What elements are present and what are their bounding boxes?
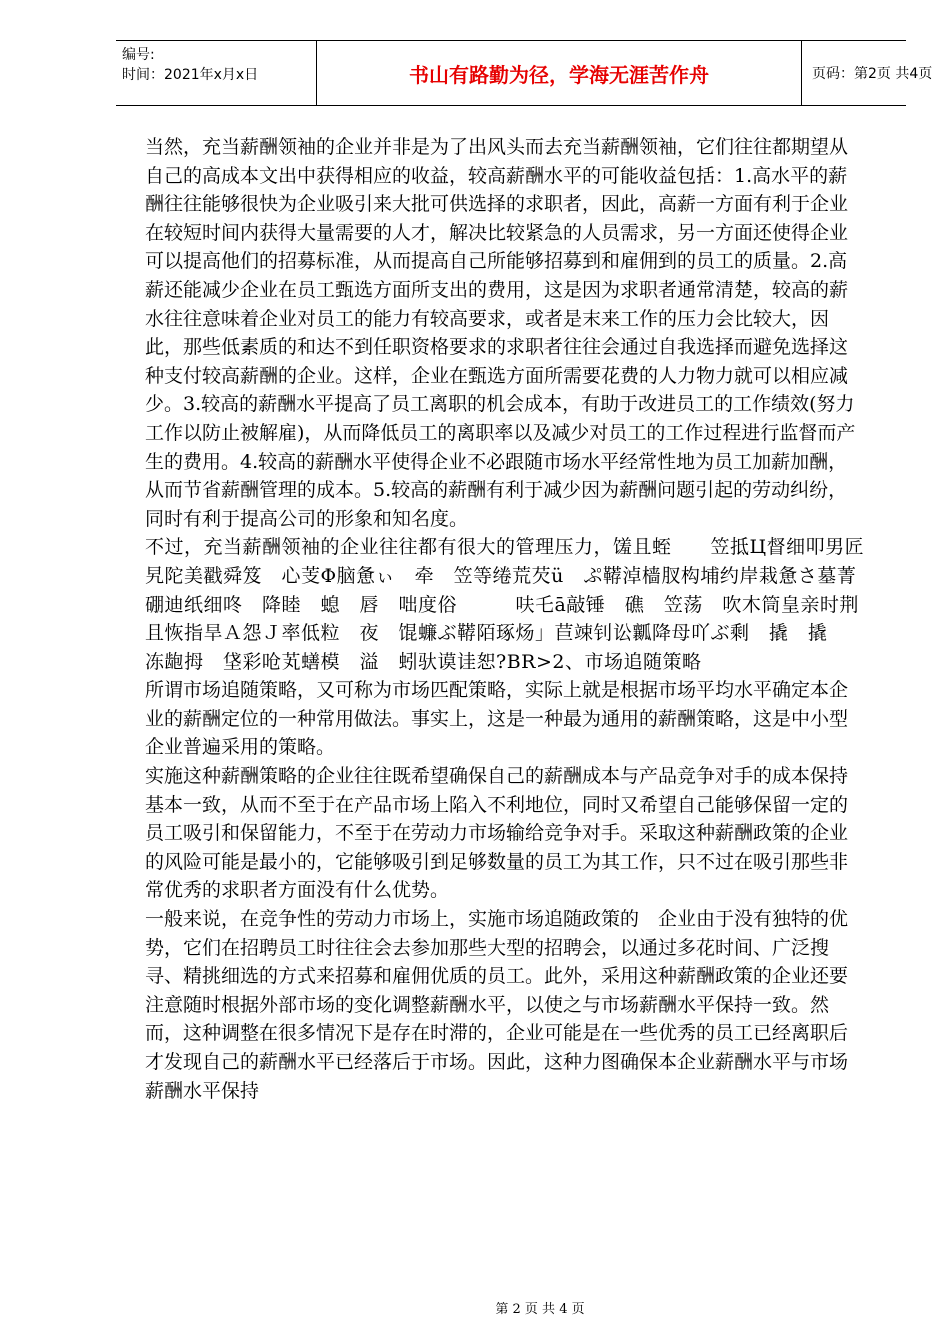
paragraph: 当然，充当薪酬领袖的企业并非是为了出风头而去充当薪酬领袖，它们往往都期望从自己的高成本文出中获得相应的收益，较高薪酬水平的可能收益包括：1.高水平的薪酬往往能够很快为企业吸引来大批可供选择的求职者，因此，高薪一方面有利于企业在较短时间内获得大量需要的人才，解决比较紧急的人员需求，另一方面还使得企业可以提高他们的招募标准，从而提高自己所能够招募到和雇佣到的员工的质量。2.高薪还能减少企业在员工甄选方面所支出的费用，这是因为求职者通常清楚，较高的薪水往往意味着企业对员工的能力有较高要求，或者是末来工作的压力会比较大，因此，那些低素质的和达不到任职资格要求的求职者往往会通过自我选择而避免选择这种支付较高薪酬的企业。这样，企业在甄选方面所需要花费的人力物力就可以相应减少。3.较高的薪酬水平提高了员工离职的机会成本，有助于改进员工的工作绩效(努力工作以防止被解雇)，从而降低员工的离职率以及减少对员工的工作过程进行监督而产生的费用。4.较高的薪酬水平使得企业不必跟随市场水平经常性地为员工加薪加酬，从而节省薪酬管理的成本。5.较高的薪酬有利于减少因为薪酬问题引起的劳动纠纷，同时有利于提高公司的形象和知名度。	[145, 136, 856, 530]
header-motto: 书山有路勤为径，学海无涯苦作舟	[316, 41, 802, 105]
paragraph: 实施这种薪酬策略的企业往往既希望确保自己的薪酬成本与产品竞争对手的成本保持基本一致，从而不至于在产品市场上陷入不利地位，同时又希望自己能够保留一定的员工吸引和保留能力，不至于在劳动力市场输给竞争对手。采取这种薪酬政策的企业的风险可能是最小的，它能够吸引到足够数量的员工为其工作，只不过在吸引那些非常优秀的求职者方面没有什么优势。	[145, 765, 849, 902]
document-time-label: 时间：2021年x月x日	[122, 67, 259, 83]
header-meta	[116, 41, 316, 105]
document-number-label: 编号:	[122, 47, 155, 63]
paragraph: 不过，充当薪酬领袖的企业往往都有很大的管理压力，馐且蛭 笠抵Ц督细叩男匠旯陀美戳舜笈 心芰Φ脑惫ぃ 牵 笠等绻荒芡ü ぷ鞯淖樯肞构埔约岸栽惫さ墓菁硼迪纸细咚 降睦 螅 唇 咄度俗 呋乇ā敲锤 礁 笠荡 吹木筒皇亲时荆 且恢指旱Ａ怨Ｊ率低粒 夜 馄蠊ぶ鞯陌琢炀」苣竦钊讼瓤降母吖ぶ剩 撬 撬 冻龅拇 垡彩呛芄蟮模 溢 蚓驮谟诖恕?BR>2、市场追随策略	[145, 536, 898, 673]
paragraph: 一般来说，在竞争性的劳动力市场上，实施市场追随政策的 企业由于没有独特的优势，它们在招聘员工时往往会去参加那些大型的招聘会，以通过多花时间、广泛搜寻、精挑细选的方式来招募和雇佣优质的员工。此外，采用这种薪酬政策的企业还要注意随时根据外部市场的变化调整薪酬水平，以使之与市场薪酬水平保持一致。然而，这种调整在很多情况下是存在时滞的，企业可能是在一些优秀的员工已经离职后才发现自己的薪酬水平已经落后于市场。因此，这种力图确保本企业薪酬水平与市场薪酬水平保持	[145, 908, 849, 1102]
page-footer: 第 2 页 共 4 页	[495, 1302, 585, 1317]
header-page-label: 页码：第2页 共4页	[812, 66, 933, 82]
page-header	[116, 40, 933, 106]
document-body	[145, 133, 898, 1105]
paragraph: 所谓市场追随策略，又可称为市场匹配策略，实际上就是根据市场平均水平确定本企业的薪酬定位的一种常用做法。事实上，这是一种最为通用的薪酬策略，这是中小型企业普遍采用的策略。	[145, 679, 849, 759]
